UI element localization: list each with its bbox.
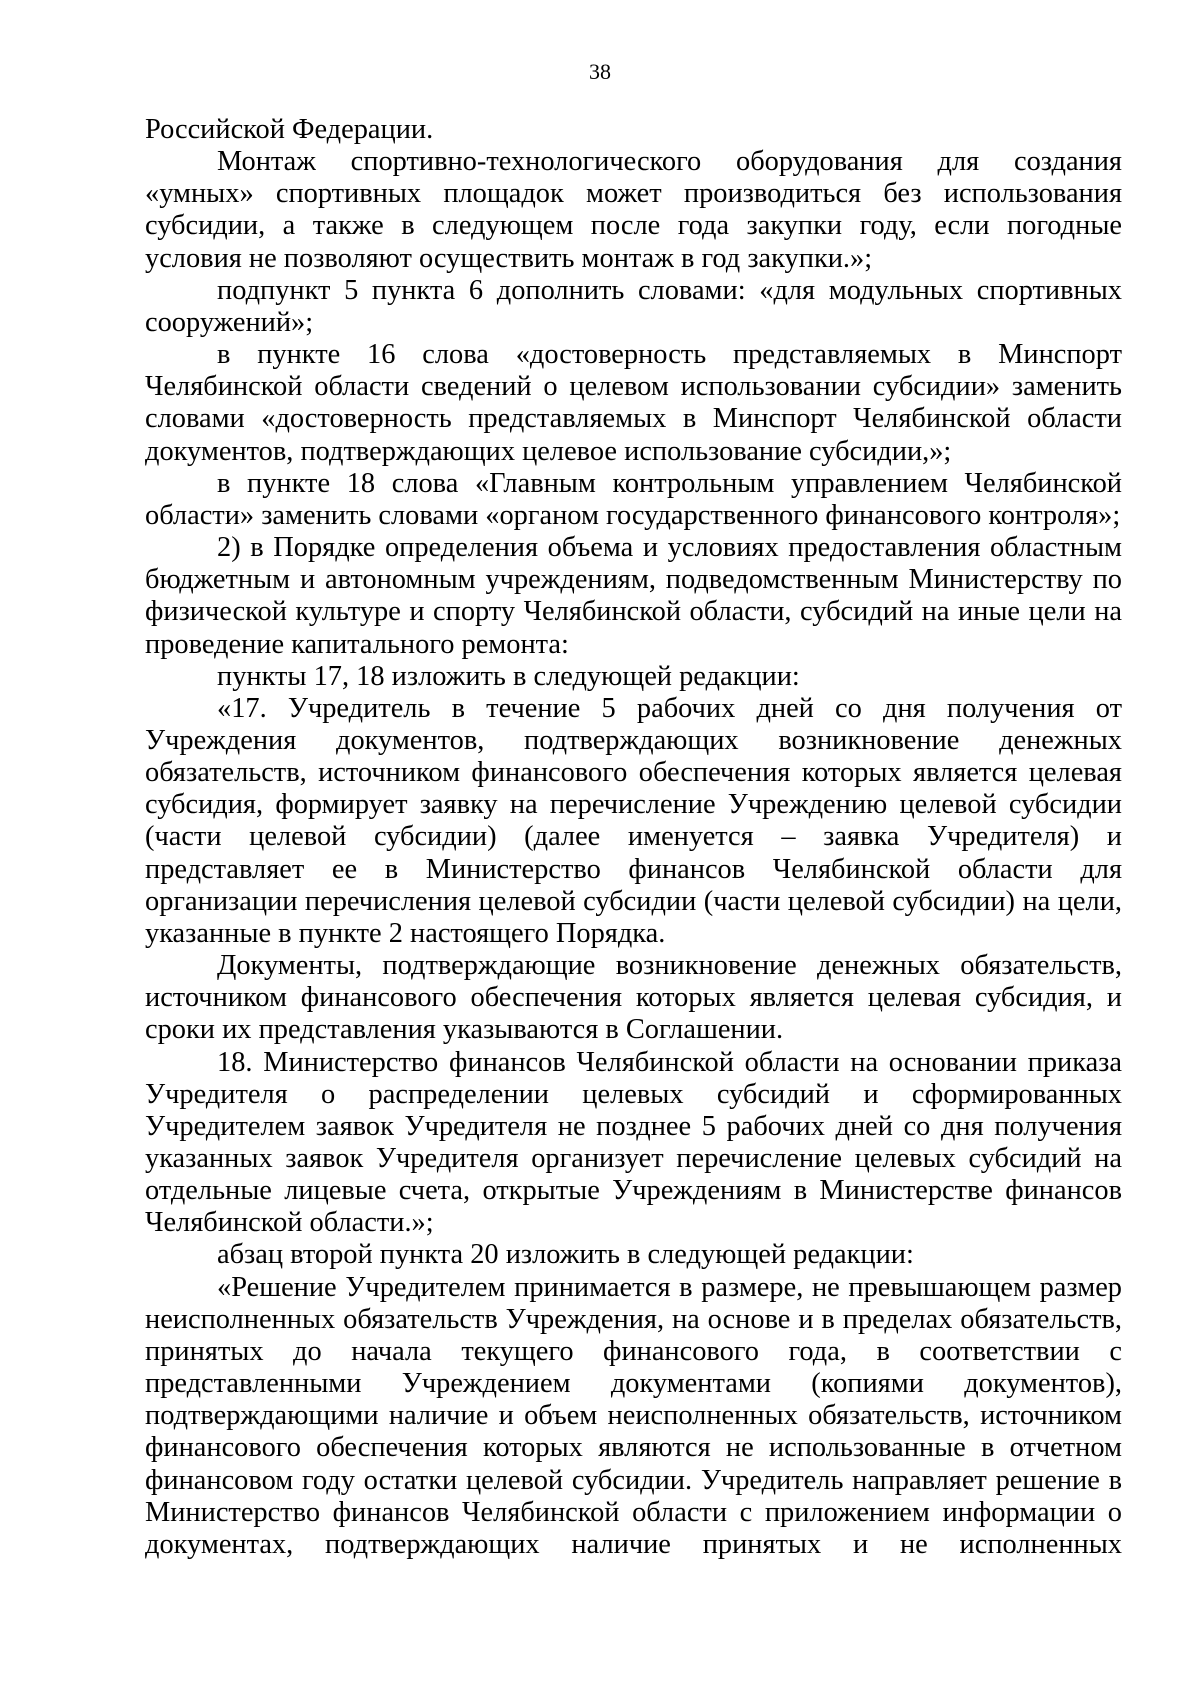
paragraph: Документы, подтверждающие возникновение денежных обязательств, источником финансового обеспечения которых является целевая субсидия, и сроки их представления указываются в Соглашении. <box>145 950 1122 1046</box>
paragraph: Монтаж спортивно-технологического оборудования для создания «умных» спортивных площадок может производиться без использования субсидии, а также в следующем после года закупки году, если погодные условия не позволяют осуществить монтаж в год закупки.»; <box>145 146 1122 274</box>
paragraph-continued: «Решение Учредителем принимается в размере, не превышающем размер неисполненных обязательств Учреждения, на основе и в пределах обязательств, принятых до начала текущего финансового года, в соответствии с представленными Учреждением документами (копиями документов), подтверждающими наличие и объем неисполненных обязательств, источником финансового обеспечения которых являются не использованные в отчетном финансовом году остатки целевой субсидии. Учредитель направляет решение в Министерство финансов Челябинской области с приложением информации о документах, подтверждающих наличие принятых и не исполненных <box>145 1271 1122 1560</box>
paragraph: 18. Министерство финансов Челябинской области на основании приказа Учредителя о распределении целевых субсидий и сформированных Учредителем заявок Учредителя не позднее 5 рабочих дней со дня получения указанных заявок Учредителя организует перечисление целевых субсидий на отдельные лицевые счета, открытые Учреждениям в Министерстве финансов Челябинской области.»; <box>145 1046 1122 1239</box>
paragraph: Российской Федерации. <box>145 114 434 145</box>
paragraph: в пункте 16 слова «достоверность представляемых в Минспорт Челябинской области сведений о целевом использовании субсидии» заменить словами «достоверность представляемых в Минспорт Челябинской области документов, подтверждающих целевое использование субсидии,»; <box>145 339 1122 467</box>
paragraph: абзац второй пункта 20 изложить в следующей редакции: <box>217 1239 914 1271</box>
paragraph: пункты 17, 18 изложить в следующей редакции: <box>217 660 800 692</box>
page-number: 38 <box>589 59 611 84</box>
paragraph: в пункте 18 слова «Главным контрольным управлением Челябинской области» заменить словами «органом государственного финансового контроля»; <box>145 467 1122 531</box>
paragraph: «17. Учредитель в течение 5 рабочих дней со дня получения от Учреждения документов, подтверждающих возникновение денежных обязательств, источником финансового обеспечения которых является целевая субсидия, формирует заявку на перечисление Учреждению целевой субсидии (части целевой субсидии) (далее именуется – заявка Учредителя) и представляет ее в Министерство финансов Челябинской области для организации перечисления целевой субсидии (части целевой субсидии) на цели, указанные в пункте 2 настоящего Порядка. <box>145 692 1122 949</box>
paragraph: подпункт 5 пункта 6 дополнить словами: «для модульных спортивных сооружений»; <box>145 274 1122 338</box>
document-body <box>145 114 1122 1561</box>
paragraph: 2) в Порядке определения объема и условиях предоставления областным бюджетным и автономным учреждениям, подведомственным Министерству по физической культуре и спорту Челябинской области, субсидий на иные цели на проведение капитального ремонта: <box>145 532 1122 660</box>
